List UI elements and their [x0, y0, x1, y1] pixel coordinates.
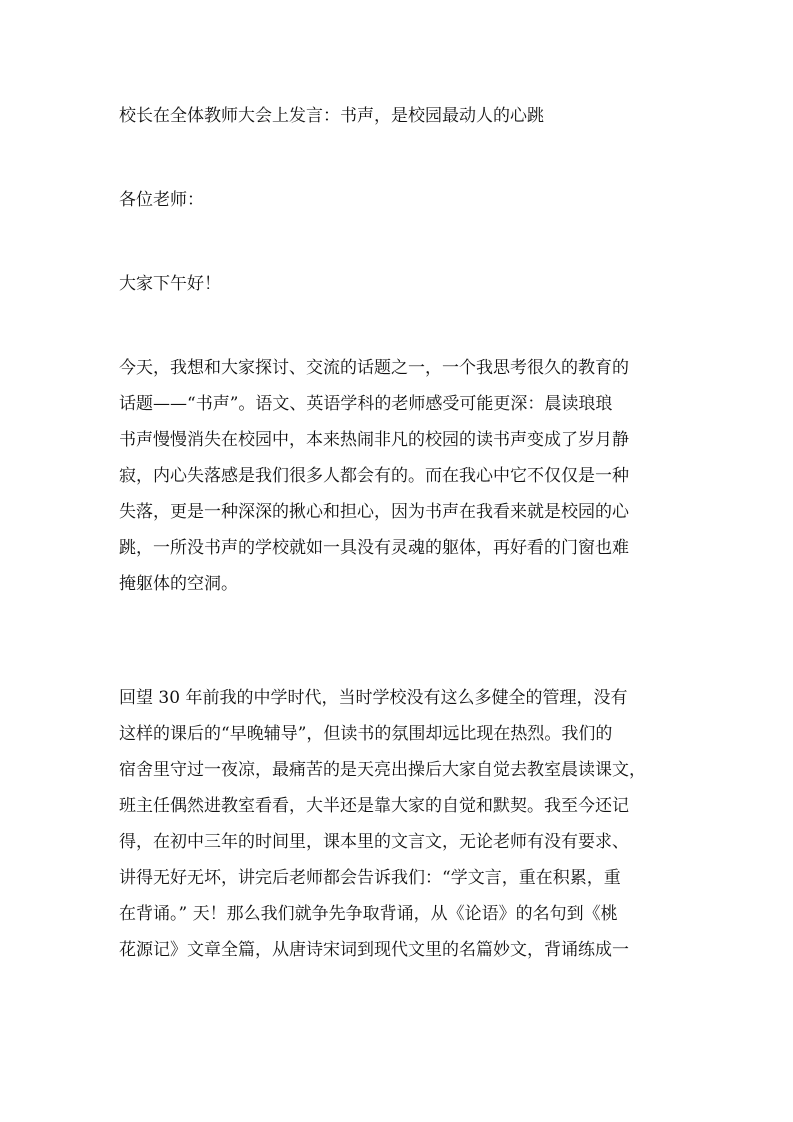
paragraph-2 [119, 680, 679, 968]
document-title: 校长在全体教师大会上发言：书声，是校园最动人的心跳 [119, 106, 544, 126]
paragraph-line: 讲得无好无坏，讲完后老师都会告诉我们：“学文言，重在积累，重 [119, 868, 621, 888]
paragraph-line: 花源记》文章全篇，从唐诗宋词到现代文里的名篇妙文，背诵练成一 [119, 940, 629, 960]
paragraph-line: 书声慢慢消失在校园中，本来热闹非凡的校园的读书声变成了岁月静 [119, 430, 629, 450]
paragraph-line: 寂，内心失落感是我们很多人都会有的。而在我心中它不仅仅是一种 [119, 466, 629, 486]
salutation: 各位老师： [119, 190, 204, 210]
paragraph-line: 得，在初中三年的时间里，课本里的文言文，无论老师有没有要求、 [119, 832, 629, 852]
paragraph-line: 话题——“书声”。语文、英语学科的老师感受可能更深：晨读琅琅 [119, 394, 613, 414]
paragraph-line: 今天，我想和大家探讨、交流的话题之一，一个我思考很久的教育的 [119, 358, 629, 378]
paragraph-line: 失落，更是一种深深的揪心和担心，因为书声在我看来就是校园的心 [119, 502, 629, 522]
paragraph-1 [119, 350, 679, 602]
paragraph-line: 班主任偶然进教室看看，大半还是靠大家的自觉和默契。我至今还记 [119, 796, 629, 816]
greeting: 大家下午好！ [119, 274, 221, 294]
paragraph-line: 宿舍里守过一夜凉，最痛苦的是天亮出操后大家自觉去教室晨读课文， [119, 760, 646, 780]
paragraph-line: 回望 30 年前我的中学时代，当时学校没有这么多健全的管理，没有 [119, 688, 628, 708]
paragraph-line: 掩躯体的空洞。 [119, 574, 238, 594]
paragraph-line: 跳，一所没书声的学校就如一具没有灵魂的躯体，再好看的门窗也难 [119, 538, 629, 558]
paragraph-line: 在背诵。” 天！那么我们就争先争取背诵，从《论语》的名句到《桃 [119, 904, 618, 924]
paragraph-line: 这样的课后的“早晚辅导”，但读书的氛围却远比现在热烈。我们的 [119, 724, 613, 744]
